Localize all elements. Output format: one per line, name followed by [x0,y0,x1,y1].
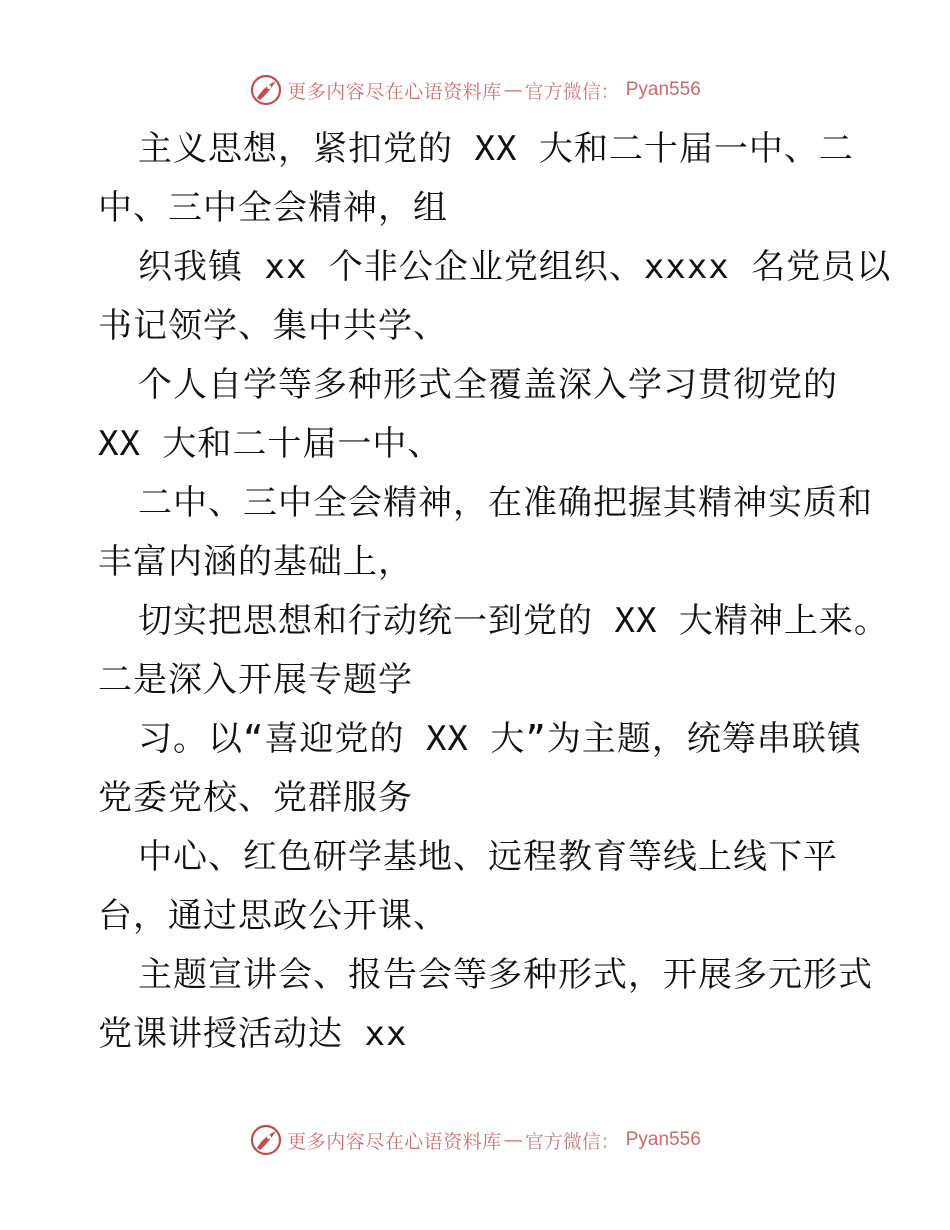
text-line: 中、三中全会精神，组 [98,188,448,228]
pen-nib-logo-icon [249,1123,283,1157]
text-line: 二中、三中全会精神，在准确把握其精神实质和 [138,483,873,523]
text-line: XX 大和二十届一中、 [98,424,443,464]
watermark-main-text: 更多内容尽在心语资料库 [287,1130,502,1153]
text-line: 党课讲授活动达 xx [98,1014,408,1054]
watermark-separator: — [503,1129,523,1151]
text-line: 中心、红色研学基地、远程教育等线上线下平 [138,837,838,877]
text-line: 书记领学、集中共学、 [98,306,448,346]
text-line: 主题宣讲会、报告会等多种形式，开展多元形式 [138,955,873,995]
watermark-id: Pyan556 [625,1129,701,1150]
document-body [98,120,892,1064]
text-line: 丰富内涵的基础上， [98,542,413,582]
text-line: 个人自学等多种形式全覆盖深入学习贯彻党的 [138,365,838,405]
header-watermark [0,72,950,108]
watermark-main-text: 更多内容尽在心语资料库 [287,80,502,103]
pen-nib-logo-icon [249,73,283,107]
footer-watermark [0,1122,950,1158]
watermark-label: 官方微信： [524,1130,620,1153]
watermark-id: Pyan556 [625,79,701,100]
text-line: 习。以“喜迎党的 XX 大”为主题，统筹串联镇 [138,719,862,759]
watermark-label: 官方微信： [524,80,620,103]
text-line: 党委党校、党群服务 [98,778,413,818]
watermark-separator: — [503,79,523,101]
text-line: 织我镇 xx 个非公企业党组织、xxxx 名党员以 [138,247,892,287]
text-line: 主义思想，紧扣党的 XX 大和二十届一中、二 [138,129,854,169]
text-line: 二是深入开展专题学 [98,660,413,700]
text-line: 台，通过思政公开课、 [98,896,448,936]
text-line: 切实把思想和行动统一到党的 XX 大精神上来。 [138,601,889,641]
